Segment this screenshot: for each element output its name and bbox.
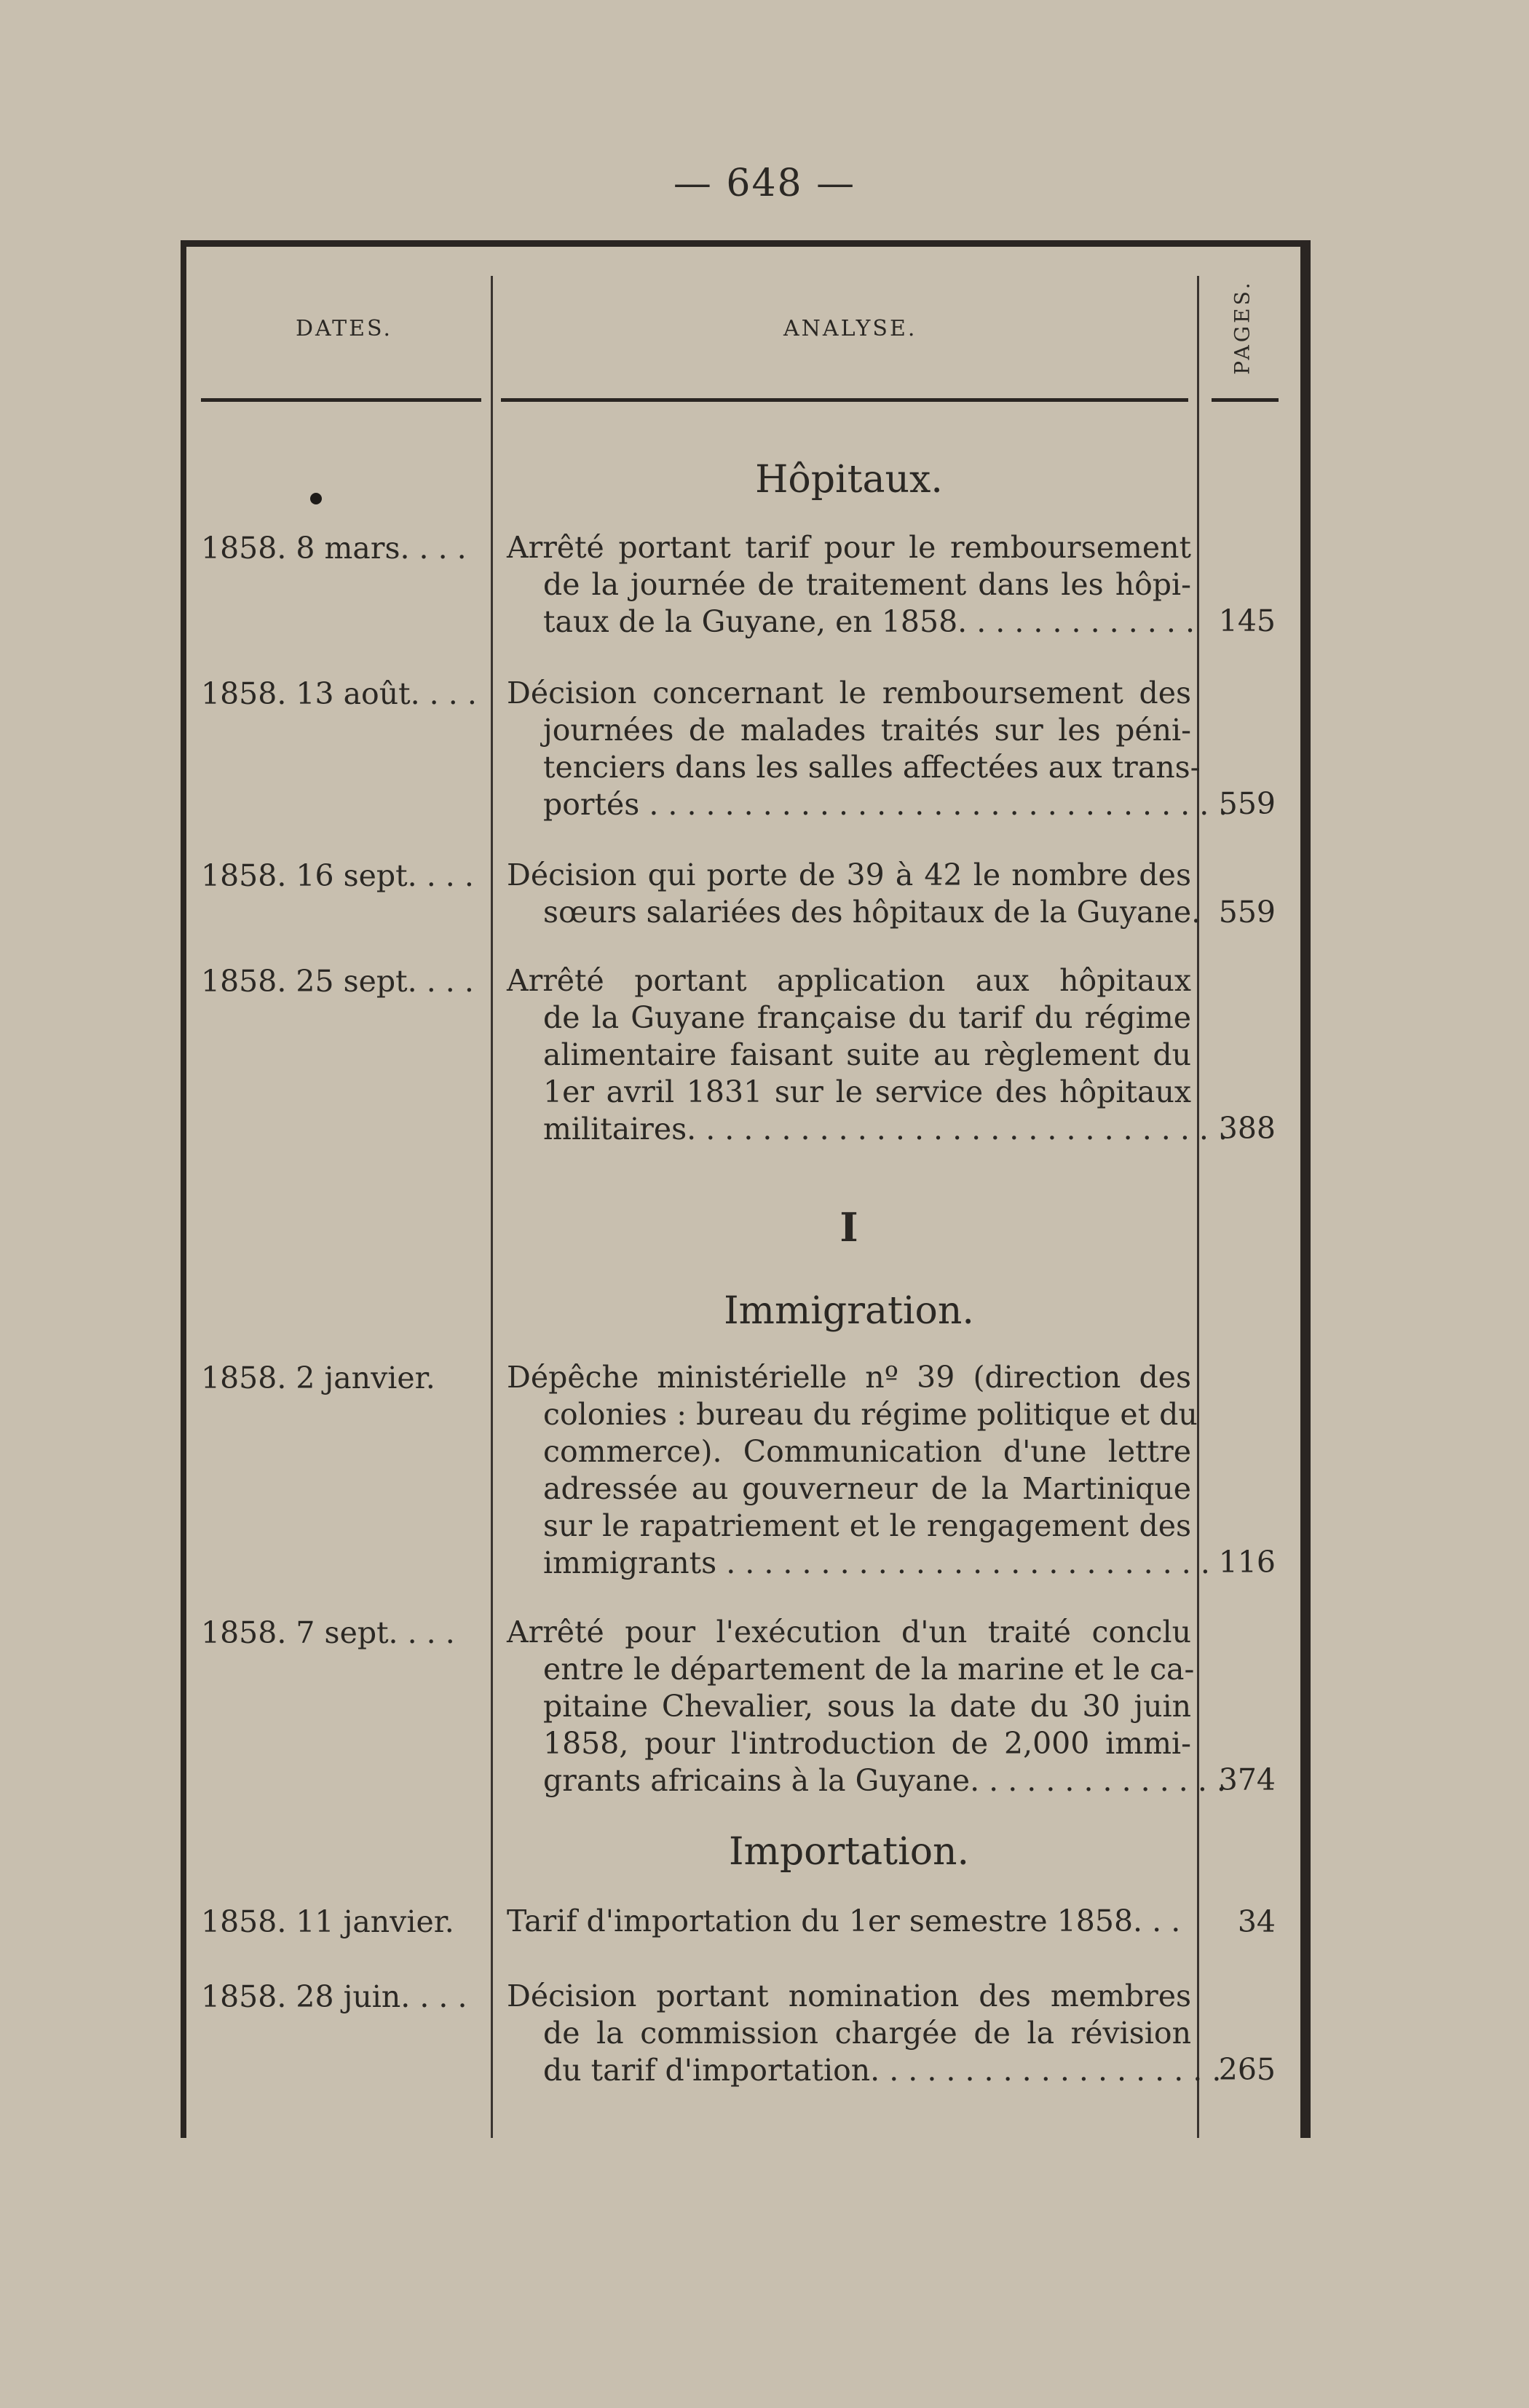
section-title-immigration: Immigration. — [724, 1289, 974, 1333]
entry-line: du tarif d'importation. . . . . . . . . . . . . . . . . . . — [543, 2053, 1222, 2088]
entry-page: 559 — [1218, 895, 1276, 930]
column-divider-analyse — [1197, 276, 1199, 2138]
entry-analysis — [507, 857, 1201, 931]
header-rule-pages — [1212, 398, 1279, 402]
entry-line: tenciers dans les salles affectées aux trans- — [543, 750, 1201, 785]
entry-line: pitaine Chevalier, sous la date du 30 juin — [543, 1689, 1191, 1724]
entry-line: alimentaire faisant suite au règlement du — [543, 1037, 1191, 1072]
entry-line: militaires. . . . . . . . . . . . . . . . . . . . . . . . . . . . . — [543, 1112, 1228, 1146]
entry-line: de la journée de traitement dans les hôpi- — [543, 567, 1191, 602]
section-letter: I — [839, 1204, 858, 1251]
page-number: — 648 — — [673, 162, 856, 205]
entry-line: sur le rapatriement et le rengagement des — [543, 1508, 1191, 1543]
entry-line: Décision concernant le remboursement des — [507, 676, 1191, 710]
entry-page: 559 — [1218, 786, 1276, 821]
entry-line: colonies : bureau du régime politique et du — [543, 1397, 1198, 1432]
header-rule-dates — [201, 398, 481, 402]
entry-line: adressée au gouverneur de la Martinique — [543, 1471, 1191, 1506]
entry-page: 388 — [1218, 1111, 1276, 1146]
entry-date: 1858. 13 août. . . . — [201, 676, 477, 711]
entry-line: Décision portant nomination des membres — [507, 1979, 1191, 2013]
entry-analysis — [507, 675, 1228, 823]
entry-page: 34 — [1237, 1904, 1276, 1939]
entry-page: 374 — [1218, 1762, 1276, 1797]
entry-analysis — [507, 962, 1228, 1148]
entry-analysis — [507, 1978, 1222, 2089]
section-title-hopitaux: Hôpitaux. — [755, 458, 943, 502]
entry-page: 145 — [1218, 603, 1276, 638]
header-pages — [1206, 276, 1279, 378]
entry-date: 1858. 28 juin. . . . — [201, 1979, 467, 2014]
section-title-importation: Importation. — [728, 1830, 970, 1874]
entry-line: entre le département de la marine et le ca- — [543, 1652, 1195, 1687]
entry-analysis — [507, 529, 1195, 641]
entry-date: 1858. 8 mars. . . . — [201, 531, 467, 566]
entry-analysis — [507, 1903, 1191, 1940]
header-analyse: ANALYSE. — [783, 316, 917, 341]
entry-line: immigrants . . . . . . . . . . . . . . . . . . . . . . . . . . — [543, 1545, 1210, 1580]
header-dates: DATES. — [296, 316, 393, 341]
entry-line: portés . . . . . . . . . . . . . . . . . . . . . . . . . . . . . . . — [543, 787, 1228, 822]
entry-page: 116 — [1218, 1545, 1276, 1580]
entry-line: journées de malades traités sur les péni- — [543, 713, 1191, 748]
entry-line: commerce). Communication d'une lettre — [543, 1434, 1191, 1469]
column-divider-dates — [491, 276, 493, 2138]
entry-line: Décision qui porte de 39 à 42 le nombre des — [507, 858, 1191, 892]
entry-line: Arrêté portant application aux hôpitaux — [507, 963, 1191, 998]
entry-line: Tarif d'importation du 1er semestre 1858. . . — [507, 1904, 1181, 1938]
entry-line: taux de la Guyane, en 1858. . . . . . . . . . . . . — [543, 604, 1195, 639]
index-table — [181, 240, 1311, 2138]
entry-line: de la commission chargée de la révision — [543, 2016, 1191, 2051]
entry-line: de la Guyane française du tarif du régime — [543, 1000, 1191, 1035]
entry-analysis — [507, 1614, 1226, 1799]
header-pages-label: PAGES. — [1230, 279, 1255, 375]
entry-line: sœurs salariées des hôpitaux de la Guyane. — [543, 895, 1201, 930]
entry-line: Arrêté portant tarif pour le remboursement — [507, 530, 1191, 565]
entry-line: 1858, pour l'introduction de 2,000 immi- — [543, 1726, 1191, 1761]
entry-line: 1er avril 1831 sur le service des hôpitaux — [543, 1074, 1191, 1109]
entry-line: grants africains à la Guyane. . . . . . . . . . . . . . — [543, 1763, 1226, 1798]
entry-date: 1858. 7 sept. . . . — [201, 1615, 455, 1650]
entry-date: 1858. 25 sept. . . . — [201, 964, 474, 999]
entry-line: Dépêche ministérielle nº 39 (direction des — [507, 1360, 1191, 1395]
entry-date: 1858. 11 janvier. — [201, 1904, 454, 1939]
entry-line: Arrêté pour l'exécution d'un traité conclu — [507, 1615, 1191, 1649]
entry-date: 1858. 16 sept. . . . — [201, 858, 474, 893]
entry-analysis — [507, 1359, 1210, 1582]
bullet-mark — [310, 493, 322, 504]
entry-date: 1858. 2 janvier. — [201, 1361, 435, 1395]
header-rule-analyse — [501, 398, 1188, 402]
entry-page: 265 — [1218, 2052, 1276, 2087]
